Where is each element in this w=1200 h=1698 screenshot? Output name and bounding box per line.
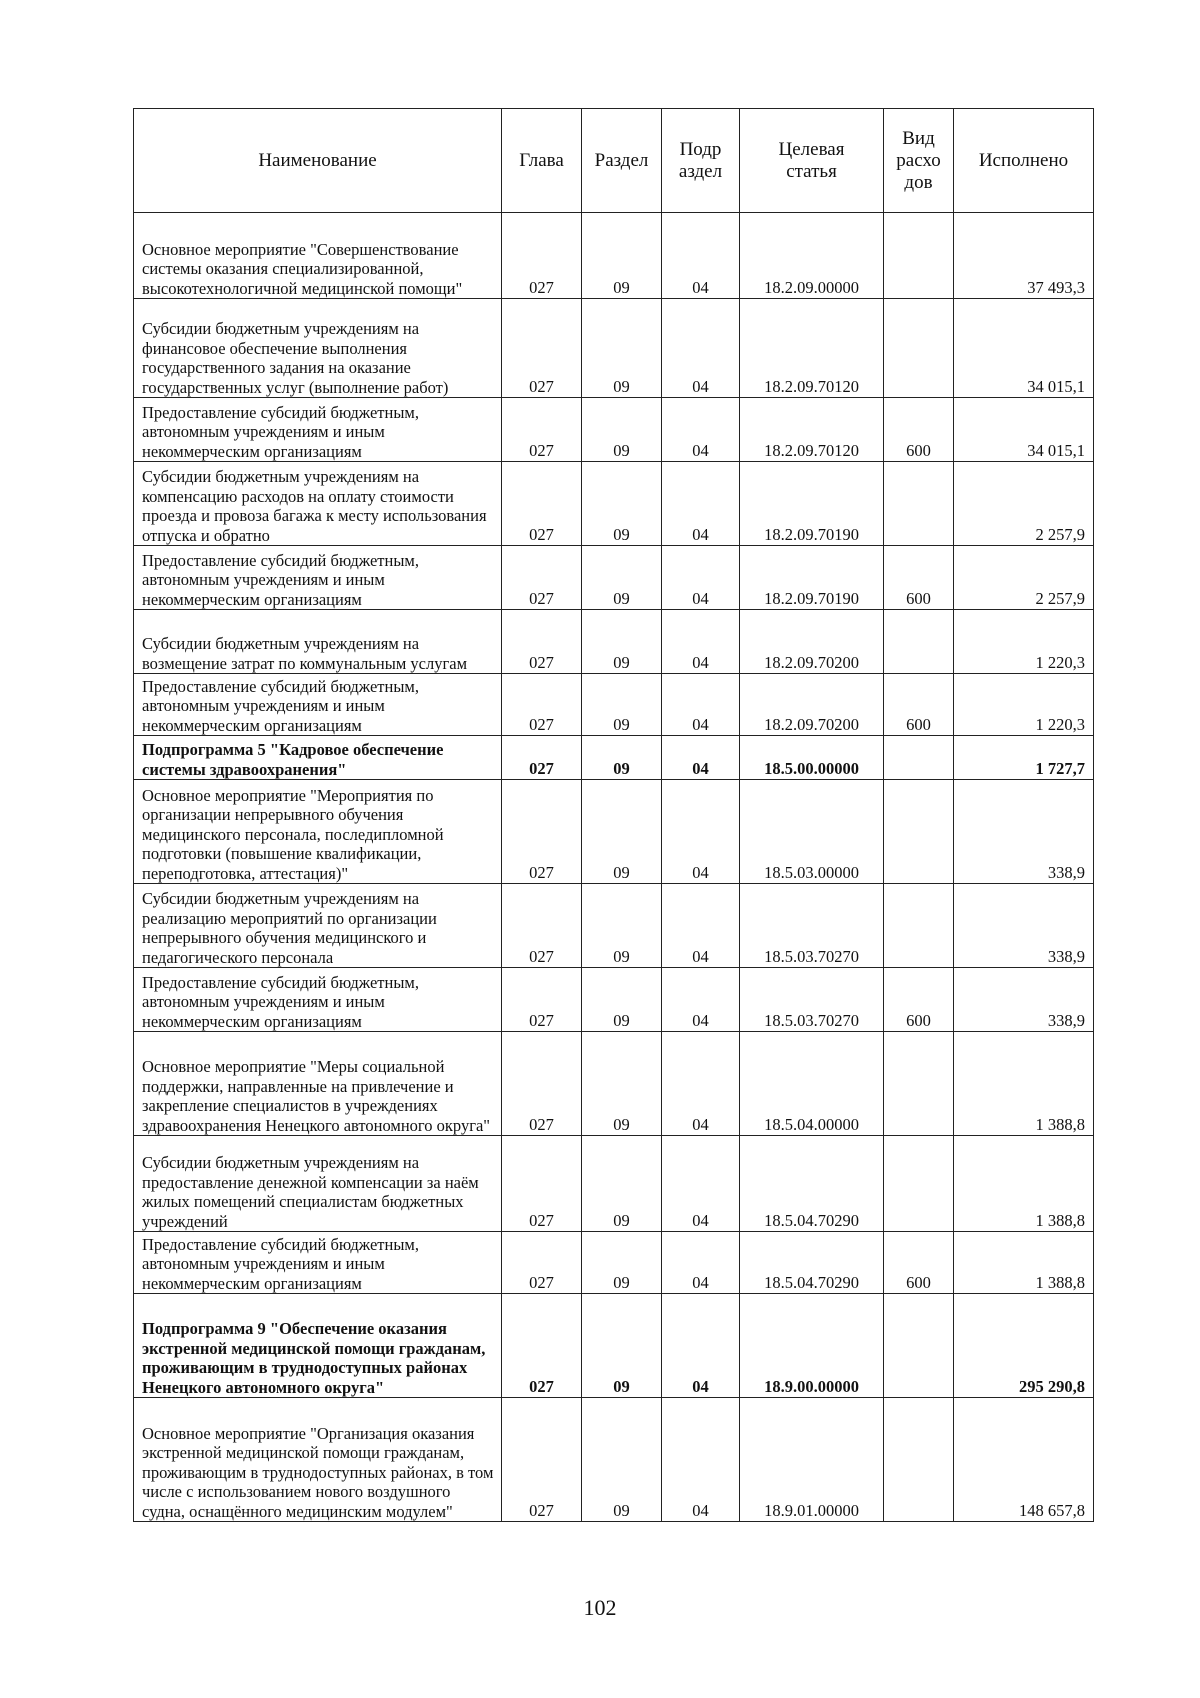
table-row bbox=[134, 1136, 1094, 1232]
cell-section: 09 bbox=[582, 674, 662, 736]
cell-chapter: 027 bbox=[502, 968, 582, 1032]
cell-executed: 1 388,8 bbox=[954, 1232, 1094, 1294]
table-row bbox=[134, 546, 1094, 610]
cell-subsection: 04 bbox=[662, 884, 740, 968]
cell-chapter: 027 bbox=[502, 780, 582, 884]
cell-target: 18.2.09.70200 bbox=[740, 674, 884, 736]
cell-target: 18.5.03.00000 bbox=[740, 780, 884, 884]
cell-name: Субсидии бюджетным учреждениям на реализацию мероприятий по организации непрерывного обучения медицинского и педагогического персонала bbox=[134, 884, 502, 968]
cell-name: Основное мероприятие "Меры социальной поддержки, направленные на привлечение и закрепление специалистов в учреждениях здравоохранения Ненецкого автономного округа" bbox=[134, 1032, 502, 1136]
cell-chapter: 027 bbox=[502, 1232, 582, 1294]
cell-subsection: 04 bbox=[662, 398, 740, 462]
cell-target: 18.9.00.00000 bbox=[740, 1294, 884, 1398]
table-row bbox=[134, 299, 1094, 398]
cell-section: 09 bbox=[582, 1294, 662, 1398]
cell-target: 18.5.04.70290 bbox=[740, 1232, 884, 1294]
cell-type bbox=[884, 213, 954, 299]
cell-executed: 1 388,8 bbox=[954, 1032, 1094, 1136]
cell-executed: 1 727,7 bbox=[954, 736, 1094, 780]
table-row bbox=[134, 780, 1094, 884]
cell-section: 09 bbox=[582, 213, 662, 299]
cell-section: 09 bbox=[582, 462, 662, 546]
cell-chapter: 027 bbox=[502, 213, 582, 299]
cell-executed: 295 290,8 bbox=[954, 1294, 1094, 1398]
cell-chapter: 027 bbox=[502, 299, 582, 398]
cell-name: Предоставление субсидий бюджетным, автономным учреждениям и иным некоммерческим организациям bbox=[134, 968, 502, 1032]
header-target: Целевая статья bbox=[740, 109, 884, 213]
cell-chapter: 027 bbox=[502, 546, 582, 610]
cell-target: 18.5.04.70290 bbox=[740, 1136, 884, 1232]
cell-chapter: 027 bbox=[502, 674, 582, 736]
table-row bbox=[134, 1032, 1094, 1136]
cell-target: 18.2.09.70200 bbox=[740, 610, 884, 674]
cell-target: 18.2.09.70120 bbox=[740, 299, 884, 398]
cell-name: Предоставление субсидий бюджетным, автономным учреждениям и иным некоммерческим организациям bbox=[134, 674, 502, 736]
cell-executed: 338,9 bbox=[954, 968, 1094, 1032]
cell-name: Субсидии бюджетным учреждениям на возмещение затрат по коммунальным услугам bbox=[134, 610, 502, 674]
cell-type bbox=[884, 299, 954, 398]
cell-target: 18.5.00.00000 bbox=[740, 736, 884, 780]
cell-subsection: 04 bbox=[662, 1136, 740, 1232]
cell-chapter: 027 bbox=[502, 1136, 582, 1232]
cell-chapter: 027 bbox=[502, 884, 582, 968]
cell-subsection: 04 bbox=[662, 299, 740, 398]
table-row bbox=[134, 736, 1094, 780]
cell-target: 18.5.04.00000 bbox=[740, 1032, 884, 1136]
cell-section: 09 bbox=[582, 299, 662, 398]
cell-type bbox=[884, 884, 954, 968]
cell-type: 600 bbox=[884, 968, 954, 1032]
cell-subsection: 04 bbox=[662, 1032, 740, 1136]
cell-executed: 1 220,3 bbox=[954, 674, 1094, 736]
cell-section: 09 bbox=[582, 1398, 662, 1522]
cell-subsection: 04 bbox=[662, 462, 740, 546]
cell-target: 18.5.03.70270 bbox=[740, 968, 884, 1032]
table-row bbox=[134, 674, 1094, 736]
header-executed: Исполнено bbox=[954, 109, 1094, 213]
cell-name: Основное мероприятие "Организация оказания экстренной медицинской помощи гражданам, проживающим в труднодоступных районах, в том числе с использованием нового воздушного судна, оснащённого медицинским модулем" bbox=[134, 1398, 502, 1522]
cell-subsection: 04 bbox=[662, 213, 740, 299]
cell-subsection: 04 bbox=[662, 1294, 740, 1398]
cell-section: 09 bbox=[582, 968, 662, 1032]
cell-executed: 338,9 bbox=[954, 884, 1094, 968]
cell-subsection: 04 bbox=[662, 610, 740, 674]
cell-target: 18.5.03.70270 bbox=[740, 884, 884, 968]
cell-type bbox=[884, 780, 954, 884]
header-chapter: Глава bbox=[502, 109, 582, 213]
cell-type bbox=[884, 1398, 954, 1522]
header-row bbox=[134, 109, 1094, 213]
table-row bbox=[134, 462, 1094, 546]
cell-target: 18.2.09.70190 bbox=[740, 546, 884, 610]
cell-subsection: 04 bbox=[662, 736, 740, 780]
cell-type: 600 bbox=[884, 1232, 954, 1294]
cell-name: Предоставление субсидий бюджетным, автономным учреждениям и иным некоммерческим организациям bbox=[134, 1232, 502, 1294]
page-number: 102 bbox=[583, 1595, 617, 1620]
cell-subsection: 04 bbox=[662, 674, 740, 736]
cell-subsection: 04 bbox=[662, 546, 740, 610]
cell-subsection: 04 bbox=[662, 1232, 740, 1294]
cell-chapter: 027 bbox=[502, 1294, 582, 1398]
cell-chapter: 027 bbox=[502, 1032, 582, 1136]
cell-executed: 1 220,3 bbox=[954, 610, 1094, 674]
table-row bbox=[134, 1294, 1094, 1398]
cell-type bbox=[884, 736, 954, 780]
cell-chapter: 027 bbox=[502, 462, 582, 546]
header-subsection: Подр аздел bbox=[662, 109, 740, 213]
header-type: Вид расхо дов bbox=[884, 109, 954, 213]
cell-executed: 1 388,8 bbox=[954, 1136, 1094, 1232]
cell-target: 18.2.09.70120 bbox=[740, 398, 884, 462]
cell-target: 18.9.01.00000 bbox=[740, 1398, 884, 1522]
cell-section: 09 bbox=[582, 736, 662, 780]
cell-subsection: 04 bbox=[662, 780, 740, 884]
cell-section: 09 bbox=[582, 398, 662, 462]
table-row bbox=[134, 884, 1094, 968]
cell-type: 600 bbox=[884, 398, 954, 462]
table-row bbox=[134, 1232, 1094, 1294]
cell-type bbox=[884, 610, 954, 674]
cell-subsection: 04 bbox=[662, 968, 740, 1032]
cell-target: 18.2.09.00000 bbox=[740, 213, 884, 299]
cell-executed: 2 257,9 bbox=[954, 546, 1094, 610]
cell-type: 600 bbox=[884, 674, 954, 736]
cell-name: Субсидии бюджетным учреждениям на финансовое обеспечение выполнения государственного задания на оказание государственных услуг (выполнение работ) bbox=[134, 299, 502, 398]
cell-type bbox=[884, 1136, 954, 1232]
header-name: Наименование bbox=[134, 109, 502, 213]
budget-table bbox=[133, 108, 1094, 1522]
cell-name: Субсидии бюджетным учреждениям на компенсацию расходов на оплату стоимости проезда и провоза багажа к месту использования отпуска и обратно bbox=[134, 462, 502, 546]
cell-section: 09 bbox=[582, 546, 662, 610]
cell-section: 09 bbox=[582, 1032, 662, 1136]
cell-type: 600 bbox=[884, 546, 954, 610]
table-row bbox=[134, 213, 1094, 299]
cell-name: Подпрограмма 9 "Обеспечение оказания экстренной медицинской помощи гражданам, проживающим в труднодоступных районах Ненецкого автономного округа" bbox=[134, 1294, 502, 1398]
cell-target: 18.2.09.70190 bbox=[740, 462, 884, 546]
table-row bbox=[134, 968, 1094, 1032]
table-row bbox=[134, 398, 1094, 462]
cell-chapter: 027 bbox=[502, 398, 582, 462]
table-row bbox=[134, 610, 1094, 674]
cell-executed: 2 257,9 bbox=[954, 462, 1094, 546]
cell-name: Основное мероприятие "Совершенствование системы оказания специализированной, высокотехнологичной медицинской помощи" bbox=[134, 213, 502, 299]
cell-name: Субсидии бюджетным учреждениям на предоставление денежной компенсации за наём жилых помещений специалистам бюджетных учреждений bbox=[134, 1136, 502, 1232]
cell-type bbox=[884, 1294, 954, 1398]
cell-executed: 34 015,1 bbox=[954, 398, 1094, 462]
table-body bbox=[134, 213, 1094, 1522]
cell-subsection: 04 bbox=[662, 1398, 740, 1522]
table-row bbox=[134, 1398, 1094, 1522]
cell-section: 09 bbox=[582, 780, 662, 884]
cell-chapter: 027 bbox=[502, 610, 582, 674]
cell-name: Предоставление субсидий бюджетным, автономным учреждениям и иным некоммерческим организациям bbox=[134, 546, 502, 610]
cell-name: Предоставление субсидий бюджетным, автономным учреждениям и иным некоммерческим организациям bbox=[134, 398, 502, 462]
cell-section: 09 bbox=[582, 610, 662, 674]
cell-section: 09 bbox=[582, 884, 662, 968]
cell-executed: 148 657,8 bbox=[954, 1398, 1094, 1522]
cell-executed: 338,9 bbox=[954, 780, 1094, 884]
cell-executed: 34 015,1 bbox=[954, 299, 1094, 398]
cell-type bbox=[884, 1032, 954, 1136]
cell-section: 09 bbox=[582, 1136, 662, 1232]
cell-type bbox=[884, 462, 954, 546]
cell-chapter: 027 bbox=[502, 1398, 582, 1522]
cell-chapter: 027 bbox=[502, 736, 582, 780]
cell-name: Основное мероприятие "Мероприятия по организации непрерывного обучения медицинского персонала, последипломной подготовки (повышение квалификации, переподготовка, аттестация)" bbox=[134, 780, 502, 884]
header-section: Раздел bbox=[582, 109, 662, 213]
cell-executed: 37 493,3 bbox=[954, 213, 1094, 299]
cell-section: 09 bbox=[582, 1232, 662, 1294]
cell-name: Подпрограмма 5 "Кадровое обеспечение системы здравоохранения" bbox=[134, 736, 502, 780]
